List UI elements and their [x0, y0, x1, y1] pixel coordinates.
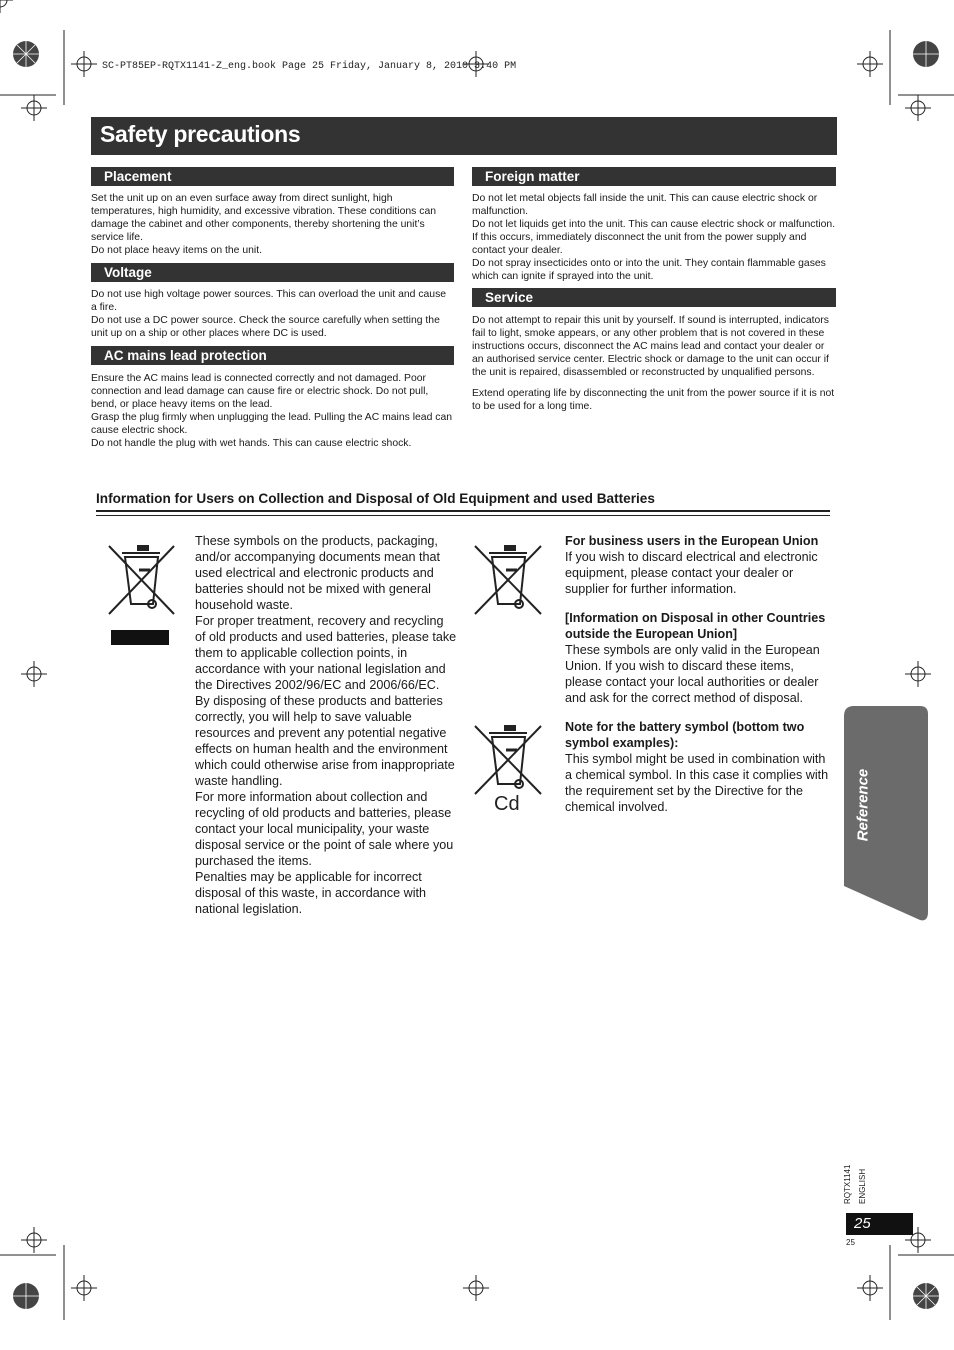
voltage-heading: Voltage [91, 263, 454, 282]
disposal-right-text: For business users in the European Union If you wish to discard electrical and electronic equipment, please contact your dealer or supplier for further information. [Information on Disposal in other Countries outside the European Union] These symbols are only valid in the European Union. If you wish to discard these items, please contact your local authorities or dealer and ask for the correct method of disposal. Note for the battery symbol (bottom two symbol examples): This symbol might be used in combination with a chemical symbol. In this case it complies with the requirement set by the Directive for the chemical involved. [565, 534, 829, 814]
language-label: ENGLISH [858, 1168, 867, 1204]
placement-heading: Placement [91, 167, 454, 186]
ac-mains-text: Ensure the AC mains lead is connected correctly and not damaged. Poor connection and lead damage can cause fire or electric shock. Do not pull, bend, or place heavy items on the lead. Grasp the plug firmly when unplugging the lead. Pulling the AC mains lead can cause electric shock. Do not handle the plug with wet hands. This can cause electric shock. [91, 373, 453, 449]
service-text: Do not attempt to repair this unit by yourself. If sound is interrupted, indicators fail to light, smoke appears, or any other problem that is not covered in these instructions occurs, disconnect the AC mains lead and contact your dealer or an authorised service center. Electric shock or damage to the unit can occur if the unit is repaired, disassembled or reconstructed by unqualified persons. Extend operating life by disconnecting the unit from the power source if it is not to be used for a long time. [472, 315, 835, 412]
side-tab-label: Reference [854, 768, 872, 842]
book-file-header: SC-PT85EP-RQTX1141-Z_eng.book Page 25 Friday, January 8, 2010 3:40 PM [102, 61, 517, 72]
crossed-bin-icon [106, 540, 176, 650]
heading-rule-thin [96, 515, 830, 516]
ac-mains-heading: AC mains lead protection [91, 346, 454, 365]
page-number-small: 25 [846, 1238, 855, 1247]
placement-text: Set the unit up on an even surface away from direct sunlight, high temperatures, high humidity, and excessive vibration. These conditions can damage the cabinet and other components, thereby shortening the unit’s service life. Do not place heavy items on the unit. [91, 193, 437, 256]
disposal-main-text: These symbols on the products, packaging, and/or accompanying documents mean that used electrical and electronic products and batteries should not be mixed with general household waste. For proper treatment, recovery and recycling of old products and used batteries, please take them to applicable collection points, in accordance with your national legislation and the Directives 2002/96/EC and 2006/66/EC. By disposing of these products and batteries correctly, you will help to save valuable resources and prevent any potential negative effects on human health and the environment which could otherwise arise from inappropriate waste handling. For more information about collection and recycling of old products and batteries, please contact your local municipality, your waste disposal service or the point of sale where you purchased the items. Penalties may be applicable for incorrect disposal of this waste, in accordance with national legislation. [195, 534, 457, 916]
doc-code: RQTX1141 [843, 1164, 852, 1204]
chemical-symbol: Cd [494, 793, 520, 815]
voltage-text: Do not use high voltage power sources. This can overload the unit and cause a fire. Do not use a DC power source. Check the source carefully when setting the unit up on a ship or other places where DC is used. [91, 289, 447, 339]
heading-rule [96, 510, 830, 512]
crossed-bin-icon [472, 540, 544, 616]
disposal-heading: Information for Users on Collection and Disposal of Old Equipment and used Batteries [96, 491, 655, 506]
foreign-matter-text: Do not let metal objects fall inside the unit. This can cause electric shock or malfunction. Do not let liquids get into the unit. This can cause electric shock or malfunction. If this occurs, immediately disconnect the unit from the power supply and contact your dealer. Do not spray insecticides onto or into the unit. They contain flammable gases which can ignite if sprayed into the unit. [472, 193, 836, 282]
page-number: 25 [854, 1215, 871, 1232]
foreign-matter-heading: Foreign matter [472, 167, 836, 186]
page-number-box [846, 1213, 913, 1235]
service-heading: Service [472, 288, 836, 307]
page-title: Safety precautions [100, 121, 301, 147]
page-title-bar [91, 117, 837, 155]
